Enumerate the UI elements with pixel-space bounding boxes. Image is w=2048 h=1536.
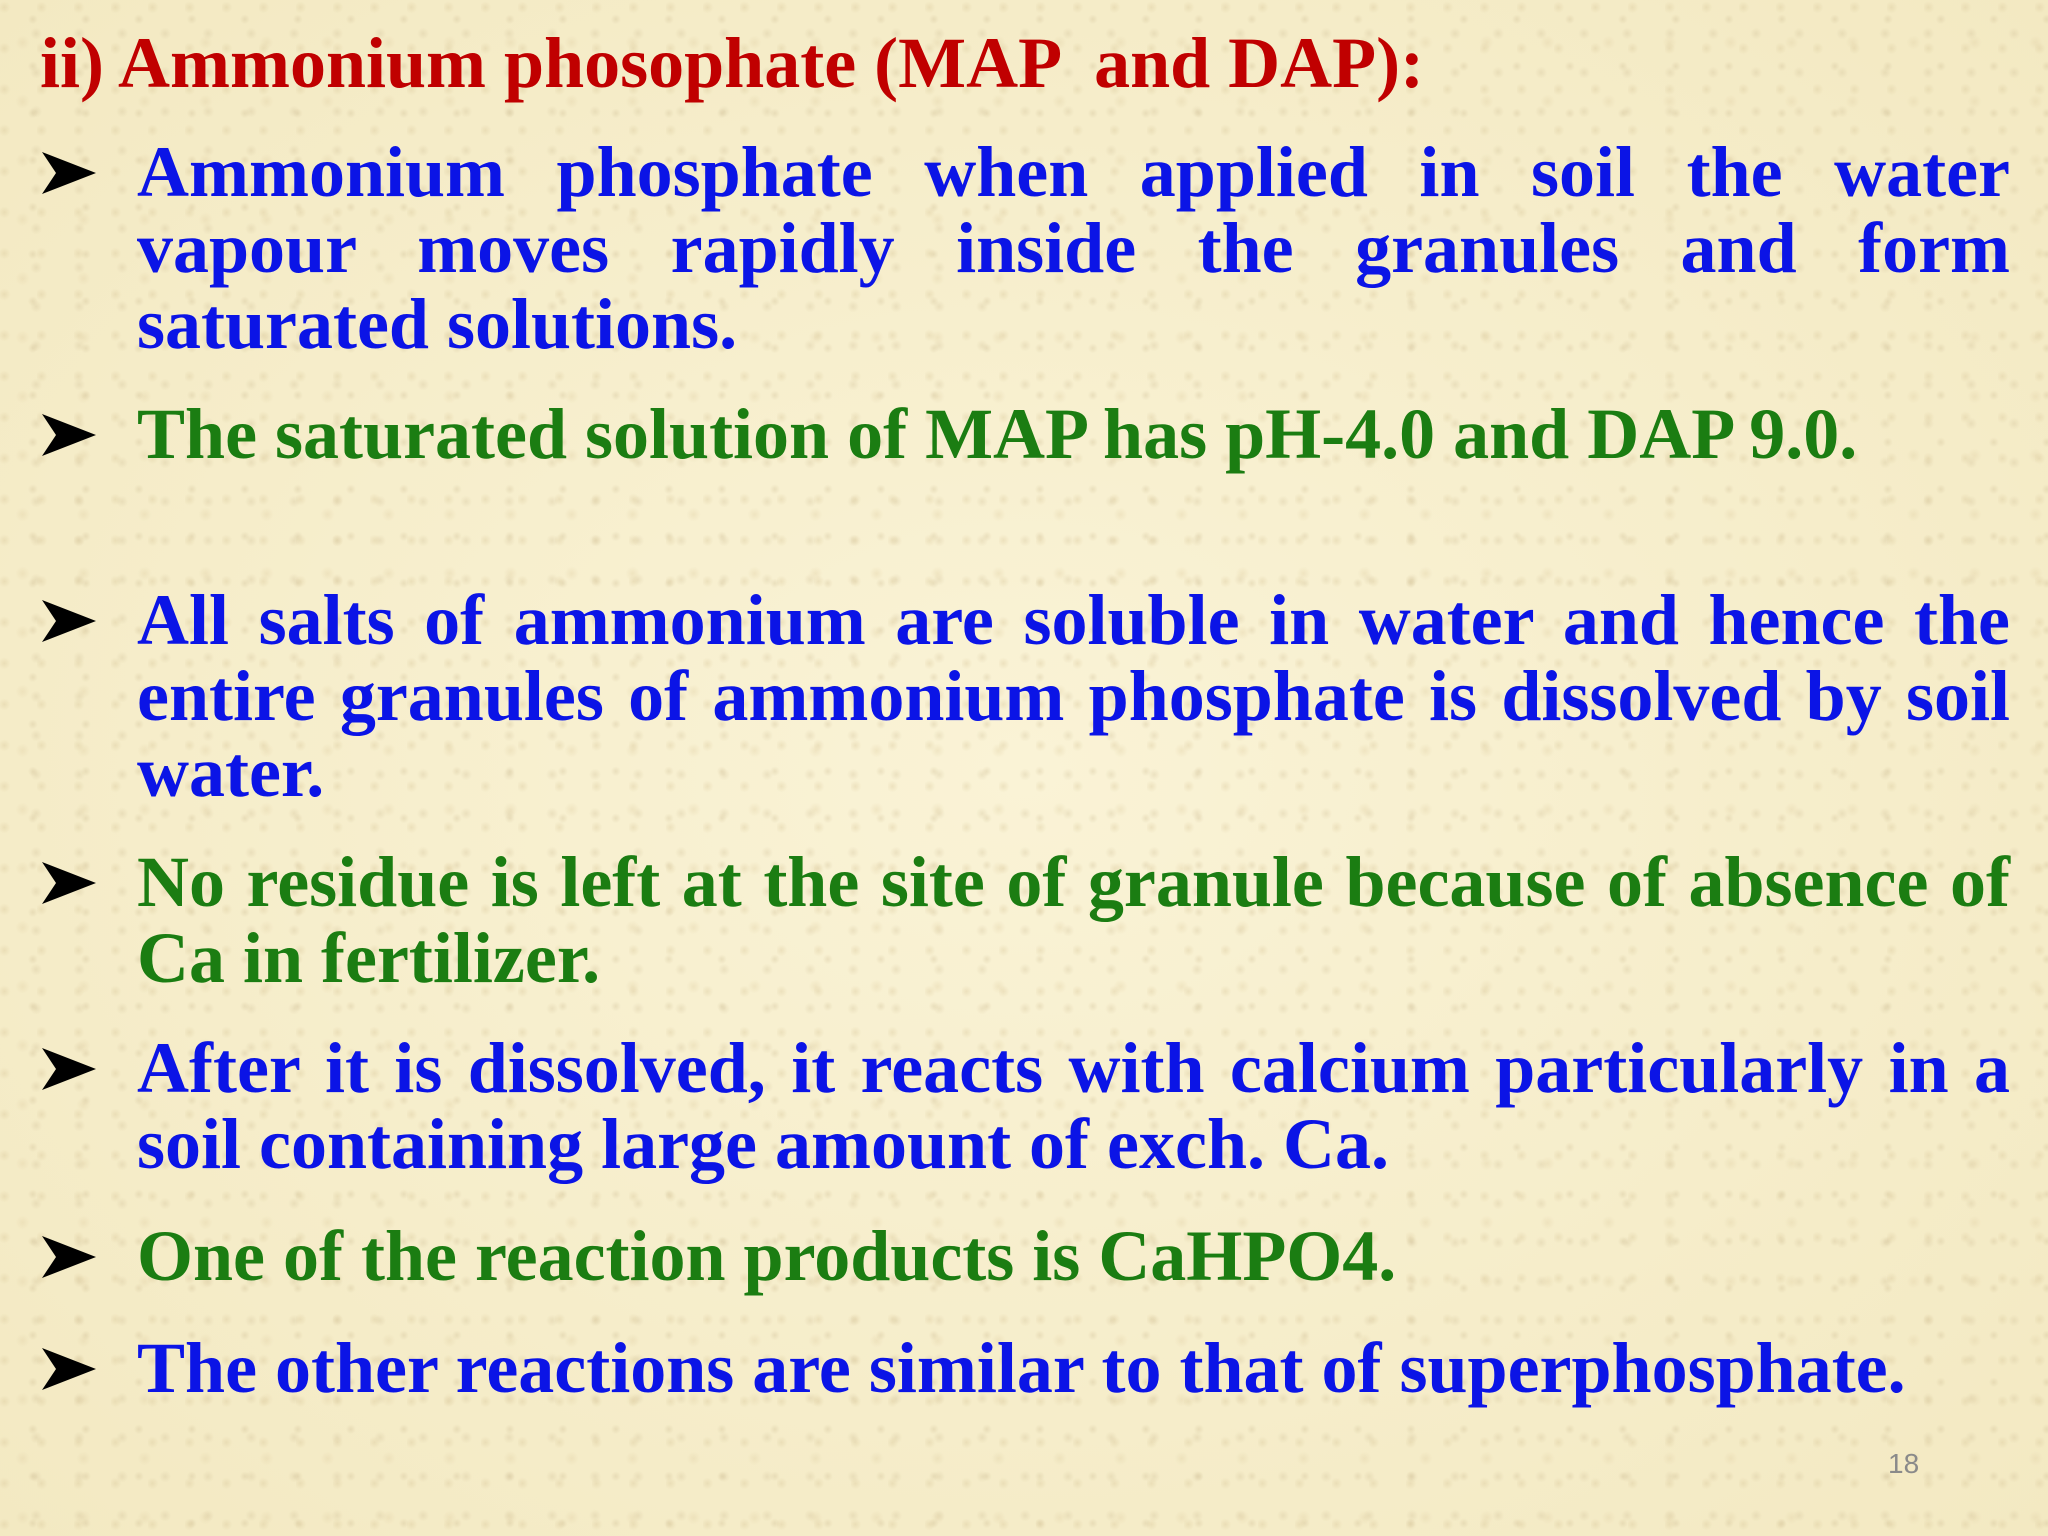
slide-title: ii) Ammonium phosophate (MAP and DAP): (40, 23, 1425, 103)
arrow-bullet-icon (40, 582, 137, 644)
arrow-bullet-icon (40, 1330, 137, 1392)
bullet-text: No residue is left at the site of granule because of absence of Ca in fertilizer. (137, 842, 2010, 998)
arrow-bullet-icon (40, 396, 137, 458)
arrow-bullet-icon (40, 1218, 137, 1280)
bullet-text: The other reactions are similar to that of superphosphate. (137, 1328, 1906, 1408)
arrow-bullet-icon (40, 1030, 137, 1092)
bullet-item (40, 396, 2010, 472)
bullet-item (40, 844, 2010, 996)
bullet-item (40, 134, 2010, 362)
bullet-text: All salts of ammonium are soluble in water and hence the entire granules of ammonium phosphate is dissolved by soil water. (137, 580, 2010, 812)
arrow-bullet-icon (40, 844, 137, 906)
bullet-text: Ammonium phosphate when applied in soil the water vapour moves rapidly inside the granules and form saturated solutions. (137, 132, 2010, 364)
bullet-item (40, 1218, 2010, 1294)
bullet-text: One of the reaction products is CaHPO4. (137, 1216, 1397, 1296)
bullet-item (40, 1030, 2010, 1182)
arrow-bullet-icon (40, 134, 137, 196)
bullet-text: The saturated solution of MAP has pH-4.0 and DAP 9.0. (137, 394, 1858, 474)
bullet-item (40, 1330, 2010, 1406)
page-number: 18 (1888, 1448, 1920, 1479)
bullet-item (40, 582, 2010, 810)
bullet-text: After it is dissolved, it reacts with calcium particularly in a soil containing large amount of exch. Ca. (137, 1028, 2010, 1184)
